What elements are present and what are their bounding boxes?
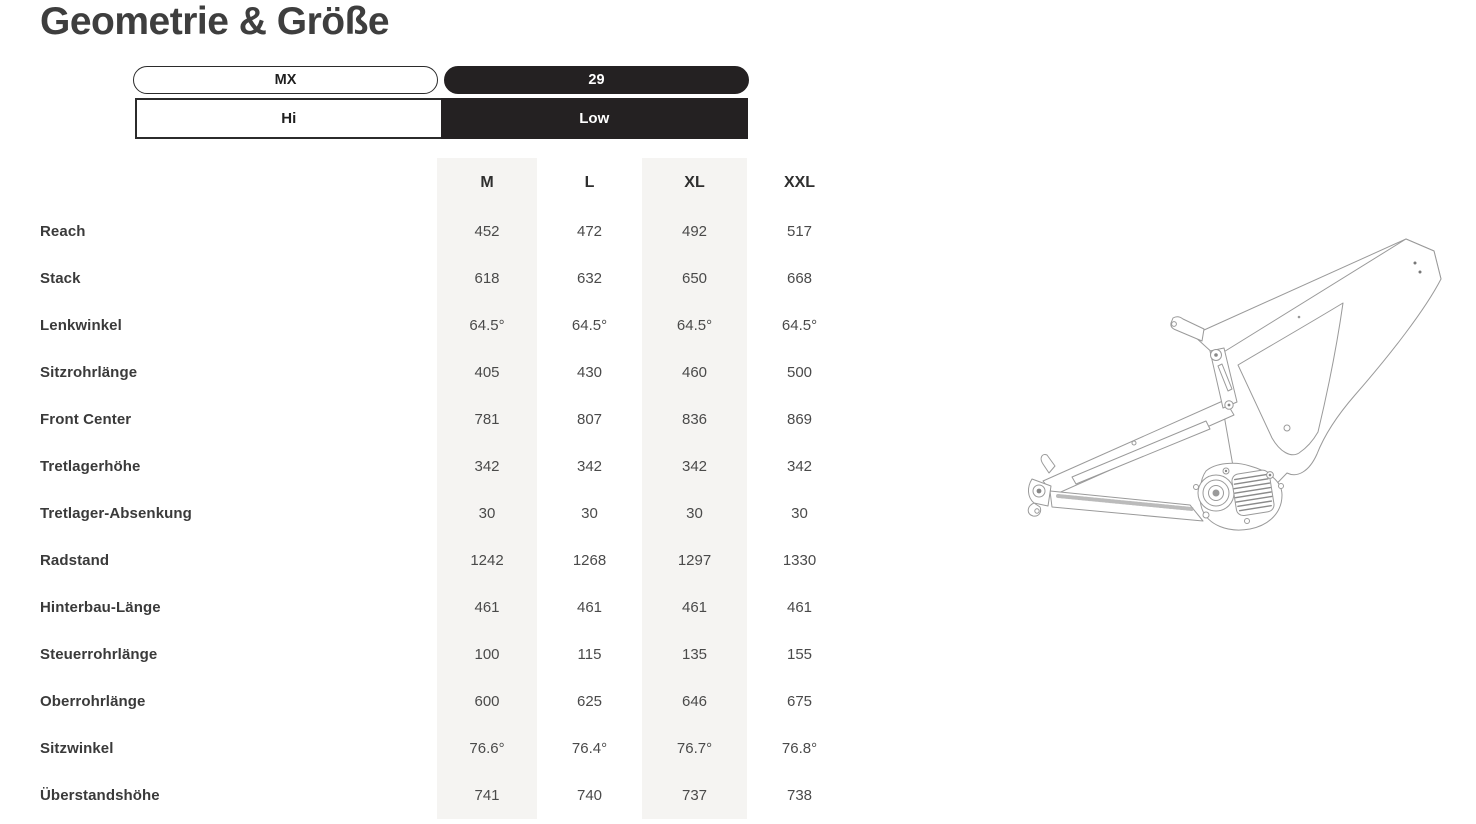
table-row — [0, 678, 860, 725]
size-header-l: L — [584, 174, 595, 191]
geometry-value: 737 — [681, 787, 708, 804]
toggle-position-hi[interactable]: Hi — [135, 98, 443, 139]
table-row — [0, 396, 860, 443]
table-row — [0, 584, 860, 631]
row-label: Reach — [40, 223, 86, 240]
size-header-xl: XL — [684, 174, 705, 191]
row-label: Überstandshöhe — [40, 787, 160, 804]
geometry-value: 405 — [474, 364, 500, 381]
geometry-value: 668 — [786, 270, 813, 287]
geometry-value: 155 — [786, 646, 813, 663]
geometry-value: 740 — [576, 787, 603, 804]
geometry-value: 452 — [474, 223, 500, 240]
bike-frame-drawing — [1010, 225, 1450, 545]
geometry-table — [0, 158, 860, 824]
table-row — [0, 725, 860, 772]
geometry-position-toggle — [135, 98, 748, 139]
geometry-value: 430 — [576, 364, 603, 381]
seat-mast-cap — [1172, 322, 1177, 327]
row-label: Front Center — [40, 411, 132, 428]
table-row — [0, 255, 860, 302]
stay-bolt — [1132, 441, 1136, 445]
toggle-wheel-mx[interactable]: MX — [133, 66, 438, 94]
motor-bolt — [1279, 484, 1284, 489]
geometry-value: 461 — [474, 599, 500, 616]
head-tube-dot — [1414, 262, 1417, 265]
frame-seat-mast — [1171, 317, 1204, 341]
geometry-value: 807 — [576, 411, 603, 428]
geometry-value: 625 — [576, 693, 603, 710]
geometry-value: 600 — [474, 693, 500, 710]
geometry-value: 1330 — [782, 552, 817, 569]
geometry-value: 30 — [791, 505, 808, 522]
dropout-tab — [1041, 455, 1055, 473]
row-label: Sitzwinkel — [40, 740, 114, 757]
geometry-value: 100 — [474, 646, 500, 663]
geometry-value: 76.7° — [676, 740, 713, 757]
table-row — [0, 443, 860, 490]
table-row — [0, 537, 860, 584]
toggle-position-low[interactable]: Low — [441, 98, 749, 139]
geometry-value: 738 — [786, 787, 813, 804]
geometry-value: 461 — [576, 599, 603, 616]
table-row — [0, 631, 860, 678]
row-label: Oberrohrlänge — [40, 693, 146, 710]
geometry-value: 492 — [681, 223, 708, 240]
geometry-value: 646 — [681, 693, 708, 710]
geometry-value: 64.5° — [676, 317, 713, 334]
geometry-value: 461 — [681, 599, 708, 616]
seat-stay-window — [1072, 421, 1210, 484]
table-row — [0, 349, 860, 396]
motor-bolt — [1203, 512, 1209, 518]
row-label: Hinterbau-Länge — [40, 599, 161, 616]
geometry-value: 460 — [681, 364, 708, 381]
top-tube-dot — [1298, 316, 1301, 319]
row-label: Radstand — [40, 552, 110, 569]
geometry-value: 64.5° — [469, 317, 505, 334]
page-title: Geometrie & Größe — [40, 0, 390, 43]
bike-frame-svg — [1010, 225, 1450, 545]
row-label: Lenkwinkel — [40, 317, 122, 334]
table-row — [0, 490, 860, 537]
geometry-value: 1268 — [572, 552, 607, 569]
geometry-value: 30 — [686, 505, 703, 522]
geometry-value: 618 — [474, 270, 500, 287]
geometry-value: 30 — [478, 505, 496, 522]
table-header-row — [0, 158, 860, 208]
geometry-value: 76.6° — [469, 740, 505, 757]
geometry-value: 500 — [786, 364, 813, 381]
geometry-value: 781 — [474, 411, 500, 428]
wheel-size-toggle — [133, 66, 749, 94]
row-label: Tretlager-Absenkung — [40, 505, 192, 522]
geometry-value: 741 — [474, 787, 500, 804]
geometry-value: 342 — [576, 458, 603, 475]
geometry-value: 64.5° — [571, 317, 608, 334]
row-label: Tretlagerhöhe — [40, 458, 141, 475]
geometry-value: 632 — [576, 270, 603, 287]
size-header-m: M — [480, 174, 494, 191]
table-row — [0, 302, 860, 349]
geometry-value: 76.4° — [571, 740, 608, 757]
geometry-value: 836 — [681, 411, 708, 428]
geometry-value: 342 — [786, 458, 813, 475]
geometry-value: 675 — [786, 693, 813, 710]
geometry-value: 1297 — [677, 552, 712, 569]
toggle-wheel-29[interactable]: 29 — [444, 66, 749, 94]
head-tube-dot — [1419, 271, 1422, 274]
table-row — [0, 772, 860, 819]
geometry-value: 342 — [681, 458, 708, 475]
geometry-value: 64.5° — [781, 317, 818, 334]
frame-pivot-dot — [1284, 425, 1290, 431]
row-label: Steuerrohrlänge — [40, 646, 158, 663]
geometry-value: 30 — [581, 505, 598, 522]
geometry-value: 135 — [681, 646, 708, 663]
geometry-value: 472 — [576, 223, 603, 240]
motor-bolt — [1245, 519, 1250, 524]
geometry-value: 1242 — [470, 552, 504, 569]
size-header-xxl: XXL — [783, 174, 816, 191]
geometry-value: 461 — [786, 599, 813, 616]
geometry-value: 76.8° — [781, 740, 818, 757]
table-row — [0, 208, 860, 255]
motor-bolt — [1194, 485, 1199, 490]
geometry-value: 517 — [786, 223, 813, 240]
table-body — [0, 208, 860, 819]
geometry-value: 869 — [786, 411, 813, 428]
geometry-value: 342 — [474, 458, 500, 475]
geometry-value: 115 — [577, 646, 602, 663]
geometry-value: 650 — [681, 270, 708, 287]
row-label: Sitzrohrlänge — [40, 364, 138, 381]
row-label: Stack — [40, 270, 81, 287]
